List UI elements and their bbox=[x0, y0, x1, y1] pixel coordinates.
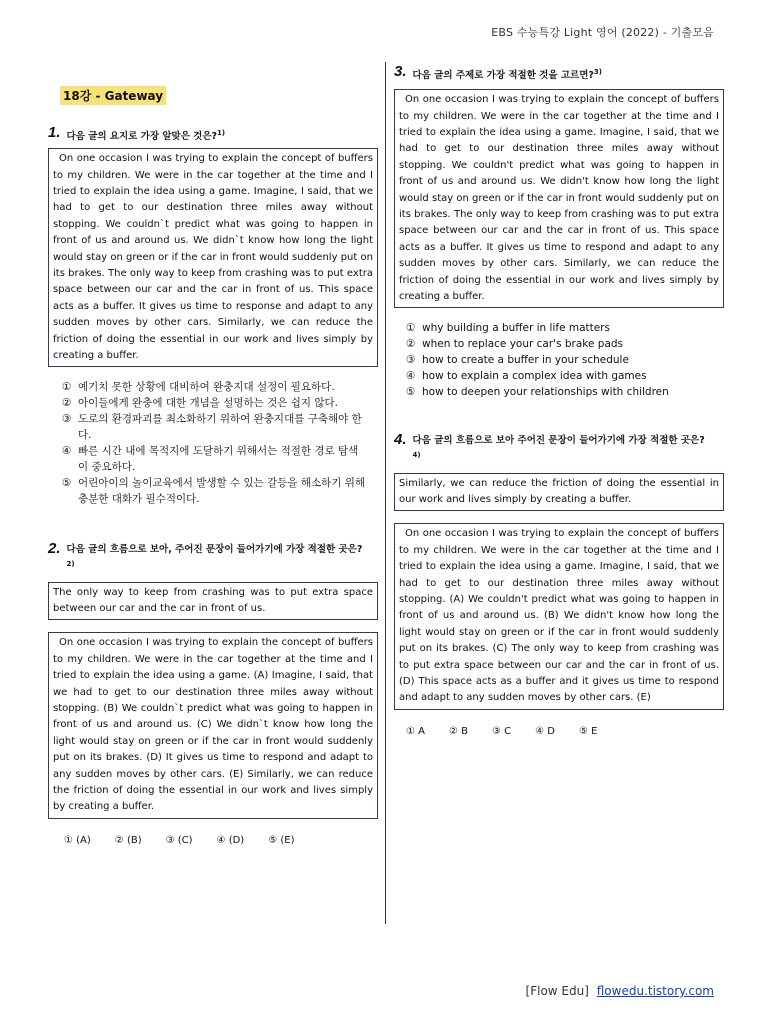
choice-text: 어린아이의 놀이교육에서 발생할 수 있는 갈등을 해소하기 위해 충분한 대화가 필수적이다. bbox=[78, 477, 366, 506]
choice-text: when to replace your car's brake pads bbox=[422, 338, 624, 351]
q2-choices bbox=[48, 835, 378, 846]
q2-title bbox=[48, 541, 378, 575]
q3-number: 3. bbox=[394, 63, 407, 80]
q3-choices bbox=[394, 320, 724, 400]
choice-number: ⑤ bbox=[62, 477, 72, 490]
choice-number: ④ bbox=[62, 445, 72, 458]
choice-item[interactable] bbox=[406, 384, 724, 400]
column-divider bbox=[385, 62, 386, 924]
q2-given-sentence: The only way to keep from crashing was to put extra space between our car and the car in front of us. bbox=[48, 582, 378, 621]
choice-text: 예기치 못한 상황에 대비하여 완충지대 설정이 필요하다. bbox=[78, 381, 335, 394]
page-footer bbox=[526, 984, 714, 998]
q1-choices bbox=[48, 379, 368, 507]
choice-number: ② bbox=[62, 397, 72, 410]
choice-item[interactable]: ① (A) bbox=[64, 834, 91, 846]
choice-item[interactable]: ④ (D) bbox=[216, 834, 245, 846]
q3-title bbox=[394, 64, 724, 83]
choice-item[interactable]: ④ D bbox=[535, 725, 555, 737]
choice-item[interactable]: ① A bbox=[406, 725, 425, 737]
choice-item[interactable] bbox=[62, 411, 368, 443]
q1-passage: On one occasion I was trying to explain the concept of buffers to my children. We were in the car together at the time and I tried to explain the idea using a game. Imagine, I said, that we had to get to our destination three miles away without stopping. We couldn`t predict what was going to happen in front of us and around us. We didn`t know how long the light would stay on green or if the car in front would suddenly put on its brakes. The only way to keep from crashing was to put extra space between our car and the car in front of us. This space acts as a buffer. It gives us time to response and adapt to any sudden moves by other cars. Similarly, we can reduce the friction of doing the essential in our work and lives simply by creating a buffer. bbox=[48, 148, 378, 367]
choice-text: how to create a buffer in your schedule bbox=[422, 354, 629, 367]
choice-item[interactable] bbox=[62, 379, 368, 395]
left-column bbox=[48, 84, 378, 846]
q4-title bbox=[394, 432, 724, 466]
choice-item[interactable] bbox=[406, 352, 724, 368]
page-header: EBS 수능특강 Light 영어 (2022) - 기출모음 bbox=[491, 26, 714, 39]
choice-number: ① bbox=[62, 381, 72, 394]
q1-title bbox=[48, 125, 378, 144]
choice-item[interactable]: ② (B) bbox=[114, 834, 142, 846]
choice-item[interactable]: ② B bbox=[448, 725, 468, 737]
choice-item[interactable] bbox=[62, 395, 368, 411]
choice-item[interactable] bbox=[62, 443, 368, 475]
choice-number: ③ bbox=[406, 354, 416, 367]
footer-link[interactable]: flowedu.tistory.com bbox=[596, 984, 714, 998]
q1-prompt: 다음 글의 요지로 가장 알맞은 것은?$^{1)}$ bbox=[66, 129, 226, 143]
choice-number: ⑤ bbox=[406, 386, 416, 399]
choice-item[interactable] bbox=[62, 475, 368, 507]
q4-given-sentence: Similarly, we can reduce the friction of doing the essential in our work and lives simply by creating a buffer. bbox=[394, 473, 724, 512]
choice-item[interactable] bbox=[406, 368, 724, 384]
footer-label: [Flow Edu] bbox=[525, 984, 589, 998]
q4-number: 4. bbox=[394, 431, 407, 449]
choice-text: 아이들에게 완충에 대한 개념을 설명하는 것은 쉽지 않다. bbox=[78, 397, 338, 410]
q2-number: 2. bbox=[48, 540, 61, 558]
choice-item[interactable]: ③ (C) bbox=[165, 834, 193, 846]
choice-item[interactable]: ⑤ E bbox=[578, 725, 598, 737]
q1-number: 1. bbox=[48, 124, 61, 141]
q4-choices bbox=[394, 726, 724, 737]
choice-item[interactable] bbox=[406, 336, 724, 352]
right-column bbox=[394, 64, 724, 737]
choice-number: ③ bbox=[62, 413, 72, 426]
choice-item[interactable]: ⑤ (E) bbox=[268, 834, 295, 846]
q2-passage: On one occasion I was trying to explain the concept of buffers to my children. We were in the car together at the time and I tried to explain the idea using a game. (A) Imagine, I said, that we had to get to our destination three miles away without stopping. (B) We couldn`t predict what was going to happen in front of us and around us. (C) We didn`t know how long the light would stay on green or if the car in front would suddenly put on its brakes. (D) It gives us time to respond and adapt to any sudden moves by other cars. (E) Similarly, we can reduce the friction of doing the essential in our work and lives simply by creating a buffer. bbox=[48, 632, 378, 818]
choice-text: how to deepen your relationships with children bbox=[422, 386, 669, 399]
q3-prompt: 다음 글의 주제로 가장 적절한 것을 고르면?$^{3)}$ bbox=[412, 68, 602, 82]
q2-prompt: 다음 글의 흐름으로 보아, 주어진 문장이 들어가기에 가장 적절한 곳은?$^{2)}$ bbox=[66, 544, 363, 569]
lesson-title: 18강 - Gateway bbox=[60, 86, 166, 105]
choice-text: 빠른 시간 내에 목적지에 도달하기 위해서는 적절한 경로 탐색이 중요하다. bbox=[78, 445, 359, 474]
q3-passage: On one occasion I was trying to explain the concept of buffers to my children. We were in the car together at the time and I tried to explain the idea using a game. Imagine, I said, that we had to get to our destination three miles away without stopping. We couldn't predict what was going to happen in front of us and around us. We didn't know how long the light would stay on green or if the car in front would suddenly put on its brakes. The only way to keep from crashing was to put extra space between our car and the car in front of us. This space acts as a buffer. It gives us time to respond and adapt to any sudden moves by other cars. Similarly, we can reduce the friction of doing the essential in our work and lives simply by creating a buffer. bbox=[394, 89, 724, 308]
q4-passage: On one occasion I was trying to explain the concept of buffers to my children. We were in the car together at the time and I tried to explain the idea using a game. Imagine, I said, that we had to get to our destination three miles away without stopping. (A) We couldn't predict what was going to happen in front of us and around us. (B) We didn't know how long the light would stay on green or if the car in front would suddenly put on its brakes. (C) The only way to keep from crashing was to put extra space between our car and the car in front of us. (D) This space acts as a buffer and it gives us time to respond and adapt to any sudden moves by other cars. (E) bbox=[394, 523, 724, 709]
choice-number: ④ bbox=[406, 370, 416, 383]
choice-number: ① bbox=[406, 322, 416, 335]
choice-text: how to explain a complex idea with games bbox=[422, 370, 647, 383]
q4-prompt: 다음 글의 흐름으로 보아 주어진 문장이 들어가기에 가장 적절한 곳은?$^{4)}$ bbox=[412, 435, 705, 460]
choice-text: 도로의 환경파괴를 최소화하기 위하여 완충지대를 구축해야 한다. bbox=[78, 413, 362, 442]
choice-item[interactable]: ③ C bbox=[492, 725, 512, 737]
choice-number: ② bbox=[406, 338, 416, 351]
choice-text: why building a buffer in life matters bbox=[422, 322, 611, 335]
choice-item[interactable] bbox=[406, 320, 724, 336]
